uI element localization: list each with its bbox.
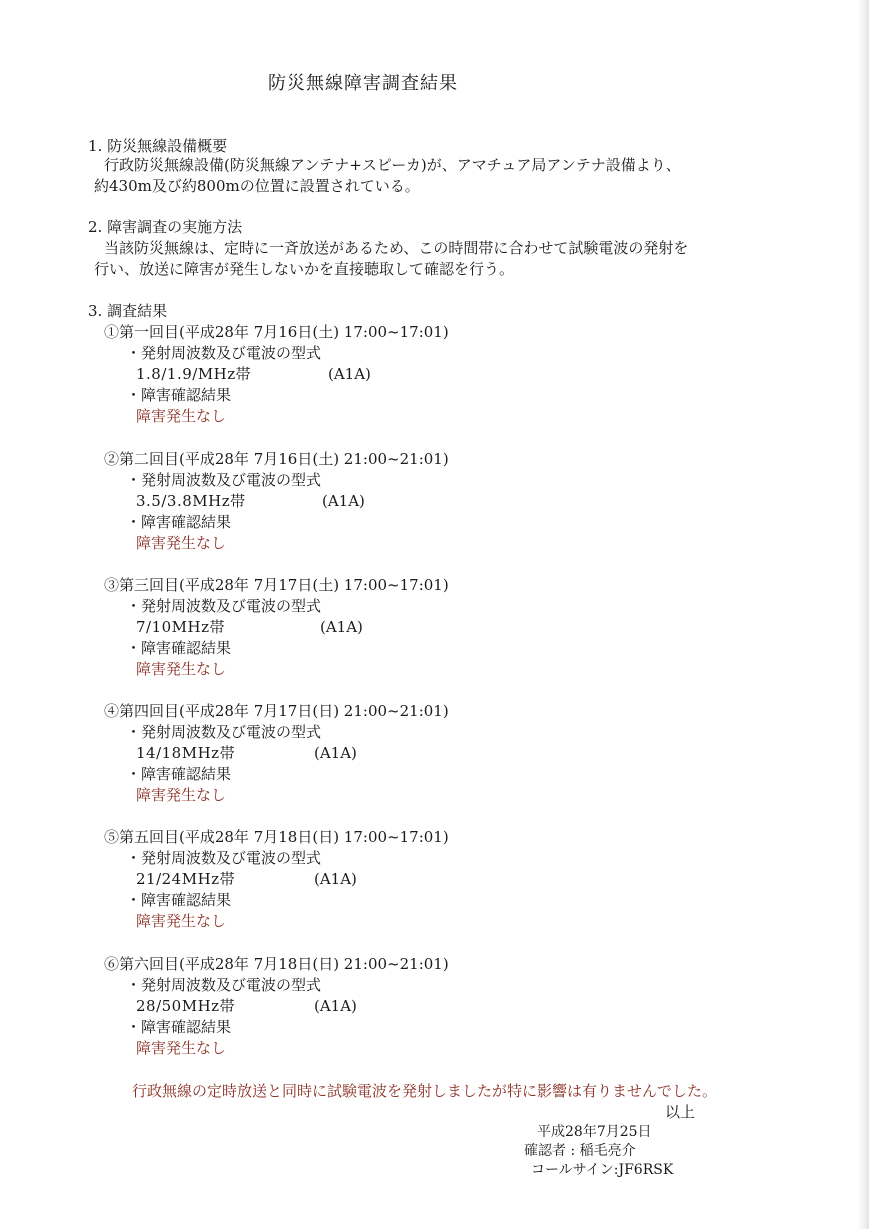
- emission-mode: (A1A): [314, 997, 357, 1015]
- result-value: 障害発生なし: [136, 660, 227, 678]
- trial-header: ③第三回目(平成28年 7月17日(土) 17:00~17:01): [104, 576, 449, 594]
- section2-line1: 当該防災無線は、定時に一斉放送があるため、この時間帯に合わせて試験電波の発射を: [104, 239, 689, 257]
- result-label: ・障害確認結果: [126, 891, 232, 909]
- document-title: 防災無線障害調査結果: [268, 73, 458, 94]
- frequency-band: 3.5/3.8MHz帯: [136, 492, 246, 510]
- frequency-label: ・発射周波数及び電波の型式: [126, 471, 322, 489]
- emission-mode: (A1A): [320, 618, 363, 636]
- frequency-label: ・発射周波数及び電波の型式: [126, 344, 322, 362]
- result-value: 障害発生なし: [136, 786, 227, 804]
- conclusion-text: 行政無線の定時放送と同時に試験電波を発射しましたが特に影響は有りませんでした。: [132, 1082, 718, 1100]
- result-label: ・障害確認結果: [126, 386, 232, 404]
- closing-mark: 以上: [665, 1103, 696, 1121]
- result-label: ・障害確認結果: [126, 639, 232, 657]
- result-label: ・障害確認結果: [126, 513, 232, 531]
- frequency-band: 21/24MHz帯: [136, 870, 236, 888]
- frequency-label: ・発射周波数及び電波の型式: [126, 976, 322, 994]
- frequency-band: 1.8/1.9/MHz帯: [136, 365, 252, 383]
- emission-mode: (A1A): [328, 365, 371, 383]
- section2-line2: 行い、放送に障害が発生しないかを直接聴取して確認を行う。: [94, 260, 515, 278]
- result-label: ・障害確認結果: [126, 1018, 232, 1036]
- result-value: 障害発生なし: [136, 534, 227, 552]
- trial-header: ⑤第五回目(平成28年 7月18日(日) 17:00~17:01): [104, 828, 449, 846]
- result-label: ・障害確認結果: [126, 765, 232, 783]
- result-value: 障害発生なし: [136, 407, 227, 425]
- frequency-band: 28/50MHz帯: [136, 997, 236, 1015]
- trial-header: ②第二回目(平成28年 7月16日(土) 21:00~21:01): [104, 450, 449, 468]
- frequency-label: ・発射周波数及び電波の型式: [126, 597, 322, 615]
- frequency-band: 7/10MHz帯: [136, 618, 226, 636]
- callsign: コールサイン:JF6RSK: [531, 1162, 674, 1178]
- emission-mode: (A1A): [322, 492, 365, 510]
- trial-header: ⑥第六回目(平成28年 7月18日(日) 21:00~21:01): [104, 955, 449, 973]
- section2-heading: 2. 障害調査の実施方法: [88, 218, 243, 236]
- scan-edge-shadow: [857, 0, 869, 1229]
- confirmer-name: 確認者 : 稲毛亮介: [524, 1143, 636, 1159]
- section1-heading: 1. 防災無線設備概要: [88, 137, 228, 155]
- trial-header: ④第四回目(平成28年 7月17日(日) 21:00~21:01): [104, 702, 449, 720]
- emission-mode: (A1A): [314, 870, 357, 888]
- section1-line2: 約430m及び約800mの位置に設置されている。: [94, 177, 420, 195]
- frequency-label: ・発射周波数及び電波の型式: [126, 723, 322, 741]
- section1-line1: 行政防災無線設備(防災無線アンテナ+スピーカ)が、アマチュア局アンテナ設備より、: [104, 156, 681, 174]
- section3-heading: 3. 調査結果: [88, 302, 168, 320]
- emission-mode: (A1A): [314, 744, 357, 762]
- trial-header: ①第一回目(平成28年 7月16日(土) 17:00~17:01): [104, 323, 449, 341]
- report-date: 平成28年7月25日: [537, 1124, 652, 1140]
- result-value: 障害発生なし: [136, 1039, 227, 1057]
- result-value: 障害発生なし: [136, 912, 227, 930]
- frequency-band: 14/18MHz帯: [136, 744, 236, 762]
- frequency-label: ・発射周波数及び電波の型式: [126, 849, 322, 867]
